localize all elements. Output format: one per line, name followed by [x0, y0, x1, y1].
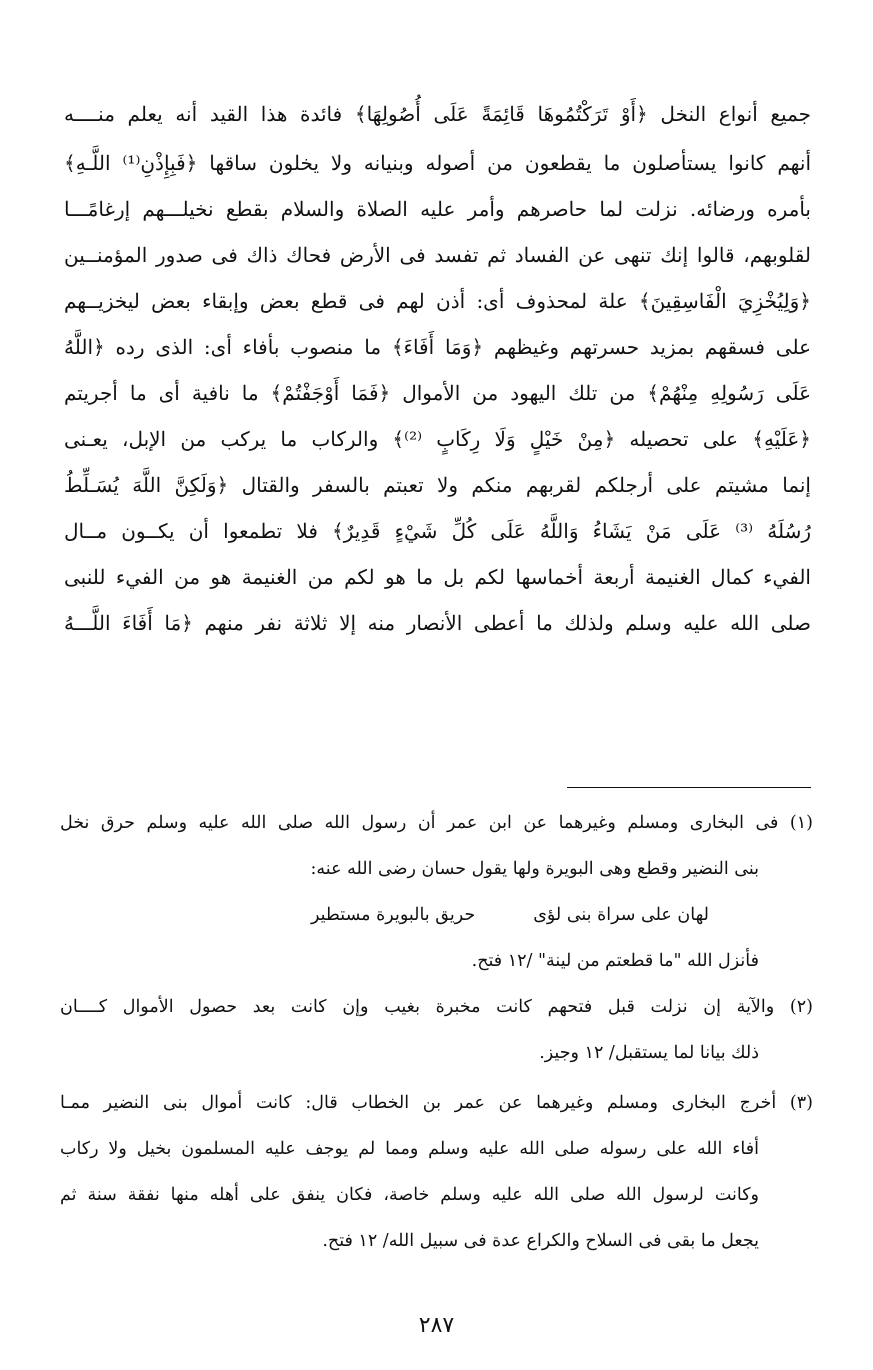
footnote-divider [567, 787, 811, 788]
main-commentary-text [64, 88, 811, 646]
poetry-verse [60, 892, 813, 938]
footnote-1-line: (١) فى البخارى ومسلم وغيرهما عن ابن عمر أن رسول الله صلى الله عليه وسلم حرق نخل [60, 813, 813, 833]
text-line: عَلَى رَسُولِهِ مِنْهُمْ﴾ من تلك اليهود من الأموال ﴿فَمَا أَوْجَفْتُمْ﴾ ما نافية أى ما أجريتم [64, 381, 811, 405]
footnote-3-line: (٣) أخرج البخارى ومسلم وغيرهما عن عمر بن الخطاب قال: كانت أموال بنى النضير ممـا [60, 1093, 813, 1113]
text-line: لقلوبهم، قالوا إنك تنهى عن الفساد ثم تفسد فى الأرض فحاك ذاك فى صدور المؤمنــين [64, 243, 811, 267]
footnote-3-line: أفاء الله على رسوله صلى الله عليه وسلم ومما لم يوجف عليه المسلمون بخيل ولا ركاب [60, 1139, 759, 1159]
text-line: أنهم كانوا يستأصلون ما يقطعون من أصوله وبنيانه ولا يخلون ساقها ﴿فَبِإِذْنِ⁽¹⁾ اللَّـهِ﴾ [64, 151, 811, 175]
text-line: جميع أنواع النخل ﴿أَوْ تَرَكْتُمُوهَا قَائِمَةً عَلَى أُصُولِهَا﴾ فائدة هذا القيد أنه يعلم منــــه [64, 102, 811, 126]
footnote-2-line: (٢) والآية إن نزلت قبل فتحهم كانت مخبرة بغيب وإن كانت بعد حصول الأموال كــــان [60, 997, 813, 1017]
footnote-2-line: ذلك بيانا لما يستقبل/ ١٢ وجيز. [539, 1043, 759, 1063]
text-line: ﴿عَلَيْهِ﴾ على تحصيله ﴿مِنْ خَيْلٍ وَلَا رِكَابٍ ⁽²⁾﴾ والركاب ما يركب من الإبل، يعـنى [64, 427, 811, 451]
footnote-3-line: يجعل ما بقى فى السلاح والكراع عدة فى سبيل الله/ ١٢ فتح. [322, 1231, 759, 1251]
text-line: إنما مشيتم على أرجلكم لقربهم منكم ولا تعبتم بالسفر والقتال ﴿وَلَكِنَّ اللَّهَ يُسَـلِّطُ [64, 473, 811, 497]
text-line: بأمره ورضائه. نزلت لما حاصرهم وأمر عليه الصلاة والسلام بقطع نخيلـــهم إرغامًـــا [64, 197, 811, 221]
text-line: رُسُلَهُ ⁽³⁾ عَلَى مَنْ يَشَاءُ وَاللَّهُ عَلَى كُلِّ شَيْءٍ قَدِيرٌ﴾ فلا تطمعوا أن يكــون مــال [64, 519, 811, 543]
verse-hemistich-second: حريق بالبويرة مستطير [311, 905, 476, 925]
page-number: ٢٨٧ [418, 1313, 455, 1338]
text-line: صلى الله عليه وسلم ولذلك ما أعطى الأنصار منه إلا ثلاثة نفر منهم ﴿مَا أَفَاءَ اللَّـــهُ [64, 611, 811, 635]
text-line: ﴿وَلِيُخْزِيَ الْفَاسِقِينَ﴾ علة لمحذوف أى: أذن لهم فى قطع بعض وإبقاء بعض ليخزيــهم [64, 289, 811, 313]
text-line: على فسقهم بمزيد حسرتهم وغيظهم ﴿وَمَا أَفَاءَ﴾ ما منصوب بأفاء أى: الذى رده ﴿اللَّهُ [64, 335, 811, 359]
footnote-1-line: فأنزل الله "ما قطعتم من لينة" /١٢ فتح. [471, 951, 759, 971]
verse-hemistich-first: لهان على سراة بنى لؤى [533, 905, 709, 925]
text-line: الفيء كمال الغنيمة أربعة أخماسها لكم بل ما هو لكم من الغنيمة هو من الفيء للنبى [64, 565, 811, 589]
footnote-3-line: وكانت لرسول الله صلى الله عليه وسلم خاصة، فكان ينفق على أهله منها نفقة سنة ثم [60, 1185, 759, 1205]
footnotes [60, 800, 813, 1264]
footnote-1-line: بنى النضير وقطع وهى البويرة ولها يقول حسان رضى الله عنه: [310, 859, 759, 879]
